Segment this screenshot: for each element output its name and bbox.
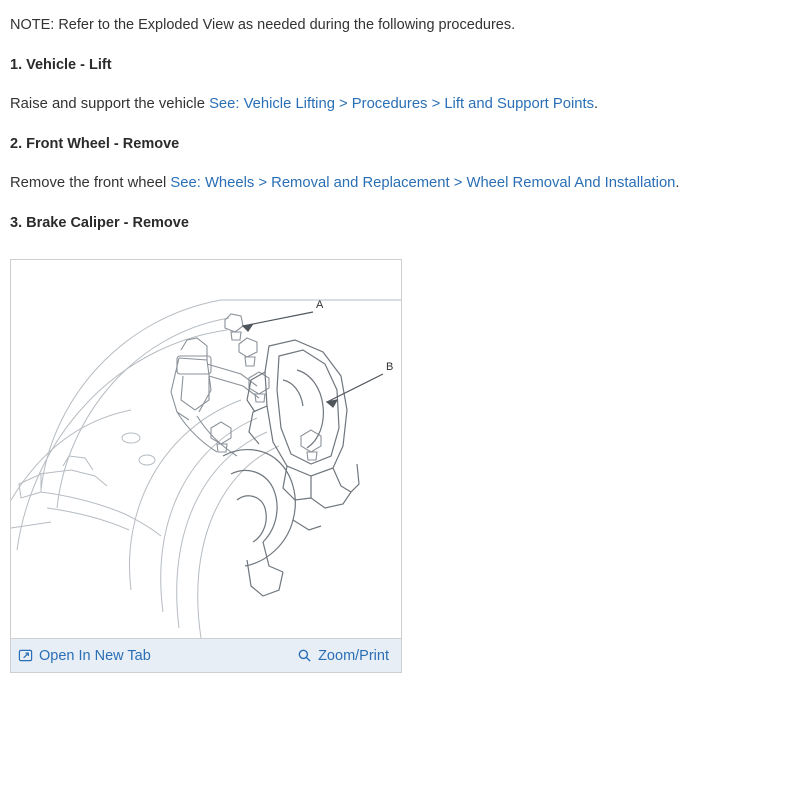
step-2-crossref-link[interactable]: See: Wheels > Removal and Replacement > Wheel Removal And Installation (170, 175, 676, 192)
open-in-new-tab-button[interactable] (17, 648, 151, 664)
step-1-text-suffix: . (594, 95, 599, 112)
step-1-text-prefix: Raise and support the vehicle (10, 95, 210, 112)
figure-panel (10, 259, 402, 673)
figure-illustration[interactable] (11, 260, 401, 638)
open-in-new-tab-label: Open In New Tab (39, 647, 151, 664)
step-2-body (10, 174, 795, 193)
step-3-heading: 3. Brake Caliper - Remove (10, 215, 189, 232)
callout-a-label: A (316, 299, 324, 312)
step-1-body (10, 95, 795, 114)
step-1-crossref-link[interactable]: See: Vehicle Lifting > Procedures > Lift and Support Points (209, 95, 595, 112)
callout-b-label: B (386, 361, 394, 374)
step-2-text-prefix: Remove the front wheel (10, 175, 171, 192)
step-1-heading: 1. Vehicle - Lift (10, 56, 112, 73)
figure-toolbar (11, 638, 401, 672)
step-2-text-suffix: . (675, 175, 680, 192)
new-tab-icon (17, 648, 33, 664)
magnifier-icon (296, 648, 312, 664)
note-paragraph: NOTE: Refer to the Exploded View as needed during the following procedures. (10, 17, 516, 33)
zoom-print-label: Zoom/Print (318, 647, 389, 664)
zoom-print-button[interactable] (296, 648, 389, 664)
step-2-heading: 2. Front Wheel - Remove (10, 136, 180, 153)
